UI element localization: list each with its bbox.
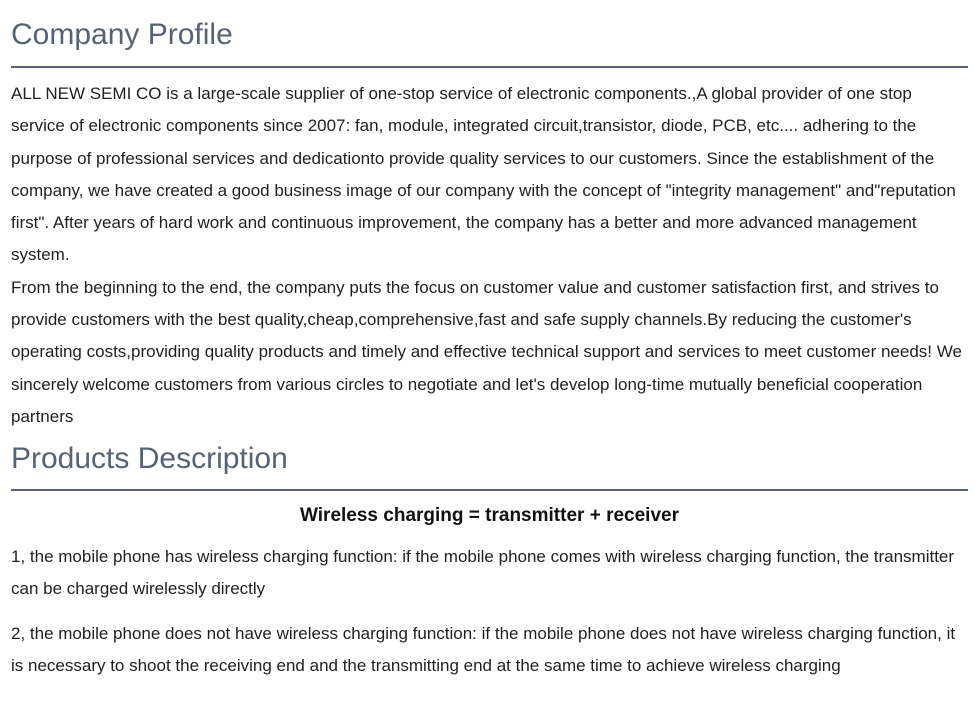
company-profile-paragraph-2: From the beginning to the end, the company puts the focus on customer value and customer satisfaction first, and strives to provide customers with the best quality,cheap,comprehensive,fast and safe supply channels.By reducing the customer's operating costs,providing quality products and timely and effective technical support and services to meet customer needs! We sincerely welcome customers from various circles to negotiate and let's develop long-time mutually beneficial cooperation partners [11,277,962,426]
product-heading: Wireless charging = transmitter + receiver [300,505,679,527]
products-description-section [11,441,968,682]
products-description-header [11,441,968,491]
company-profile-section [11,0,968,441]
product-item-2: 2, the mobile phone does not have wireless charging function: if the mobile phone does not have wireless charging function, it is necessary to shoot the receiving end and the transmitting end at the same time to achieve wireless charging [11,624,956,676]
company-profile-header [11,0,968,68]
product-item-1: 1, the mobile phone has wireless charging function: if the mobile phone comes with wireless charging function, the transmitter can be charged wirelessly directly [11,547,955,599]
products-description-title: Products Description [11,442,288,476]
company-profile-body [11,68,968,441]
company-profile-title: Company Profile [11,18,233,51]
company-profile-paragraph-1: ALL NEW SEMI CO is a large-scale supplier of one-stop service of electronic components.,A global provider of one stop service of electronic components since 2007: fan, module, integrated circuit,transistor, diode, PCB, etc.... adhering to the purpose of professional services and dedicationto provide quality services to our customers. Since the establishment of the company, we have created a good business image of our company with the concept of "integrity management" and"reputation first". After years of hard work and continuous improvement, the company has a better and more advanced management system. [11,84,956,265]
